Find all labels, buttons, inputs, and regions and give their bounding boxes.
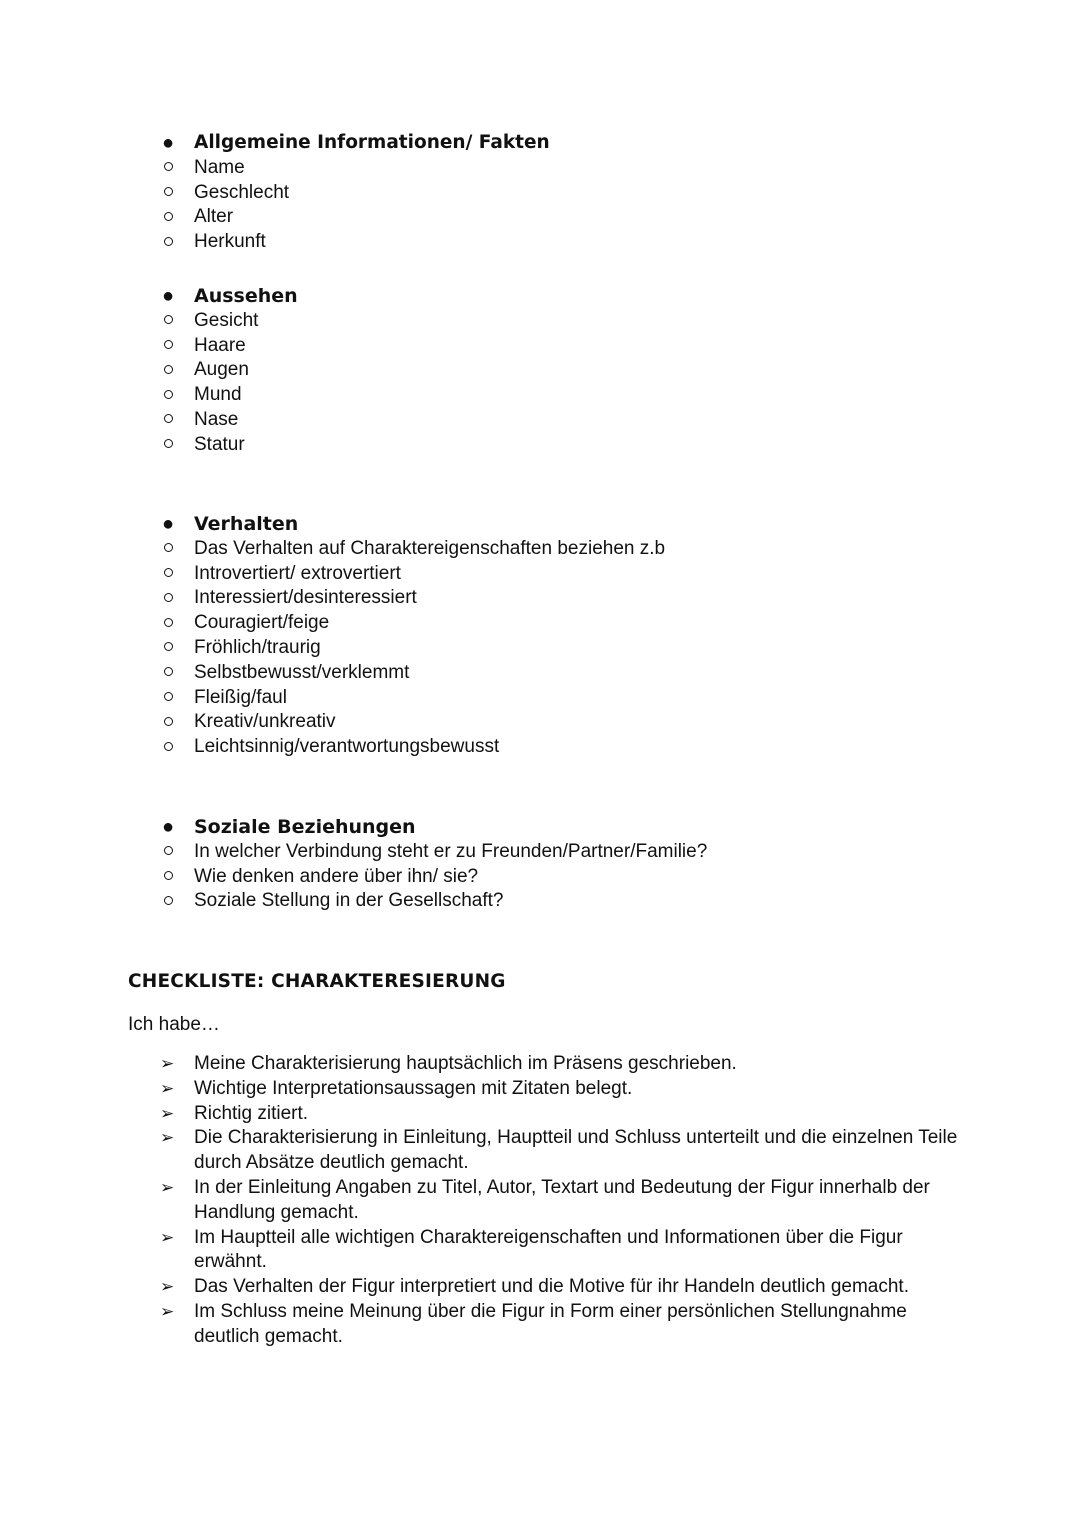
bullet-icon: ● bbox=[161, 816, 175, 838]
list-item bbox=[0, 840, 1000, 865]
list-item bbox=[0, 358, 1000, 383]
list-item bbox=[0, 383, 1000, 408]
list-item bbox=[0, 408, 1000, 433]
checklist-item bbox=[0, 1077, 1000, 1102]
arrow-bullet-icon: ➢ bbox=[160, 1277, 175, 1297]
section-general-info bbox=[0, 131, 1000, 255]
checklist-intro: Ich habe… bbox=[128, 1014, 220, 1035]
circle-bullet-icon bbox=[160, 309, 176, 334]
checklist-item bbox=[0, 1176, 1000, 1226]
checklist-item bbox=[0, 1102, 1000, 1127]
section-social-relations bbox=[0, 815, 1000, 914]
list-item-text: Nase bbox=[194, 408, 239, 430]
section-heading: Verhalten bbox=[194, 513, 299, 535]
circle-bullet-icon bbox=[160, 840, 176, 865]
list-item-text: Leichtsinnig/verantwortungsbewusst bbox=[194, 736, 500, 758]
checklist-item-text: Im Schluss meine Meinung über die Figur in Form einer persönlichen Stellungnahme deutlich gemacht. bbox=[194, 1300, 907, 1347]
list-item bbox=[0, 710, 1000, 735]
checklist-item-text: Die Charakterisierung in Einleitung, Hauptteil und Schluss unterteilt und die einzelnen Teile durch Absätze deutlich gemacht. bbox=[194, 1127, 958, 1174]
section-heading-row bbox=[0, 284, 1000, 309]
list-item bbox=[0, 686, 1000, 711]
section-behavior bbox=[0, 512, 1000, 760]
list-item bbox=[0, 611, 1000, 636]
section-heading: Allgemeine Informationen/ Fakten bbox=[194, 132, 550, 153]
checklist-title: CHECKLISTE: CHARAKTERESIERUNG bbox=[128, 971, 506, 992]
list-item-text: Interessiert/desinteressiert bbox=[194, 587, 417, 609]
checklist-item bbox=[0, 1275, 1000, 1300]
circle-bullet-icon bbox=[160, 735, 176, 760]
section-heading: Soziale Beziehungen bbox=[194, 816, 416, 838]
list-item-text: Haare bbox=[194, 334, 246, 356]
checklist-item-text: Das Verhalten der Figur interpretiert und die Motive für ihr Handeln deutlich gemacht. bbox=[194, 1276, 909, 1298]
section-appearance bbox=[0, 284, 1000, 458]
list-item-text: In welcher Verbindung steht er zu Freunden/Partner/Familie? bbox=[194, 840, 708, 862]
circle-bullet-icon bbox=[160, 537, 176, 562]
circle-bullet-icon bbox=[160, 586, 176, 611]
arrow-bullet-icon: ➢ bbox=[160, 1301, 175, 1321]
circle-bullet-icon bbox=[160, 334, 176, 359]
bullet-icon: ● bbox=[161, 132, 175, 154]
circle-bullet-icon bbox=[160, 156, 176, 181]
circle-bullet-icon bbox=[160, 205, 176, 230]
circle-bullet-icon bbox=[160, 865, 176, 890]
list-item-text: Name bbox=[194, 156, 245, 178]
list-item-text: Wie denken andere über ihn/ sie? bbox=[194, 865, 479, 887]
arrow-bullet-icon: ➢ bbox=[160, 1227, 175, 1247]
circle-bullet-icon bbox=[160, 636, 176, 661]
circle-bullet-icon bbox=[160, 889, 176, 914]
bullet-icon: ● bbox=[161, 285, 175, 307]
list-item-text: Augen bbox=[194, 359, 249, 381]
checklist-item bbox=[0, 1300, 1000, 1350]
arrow-bullet-icon: ➢ bbox=[160, 1128, 175, 1148]
list-item-text: Statur bbox=[194, 433, 245, 455]
circle-bullet-icon bbox=[160, 661, 176, 686]
circle-bullet-icon bbox=[160, 433, 176, 458]
checklist bbox=[0, 1052, 1000, 1350]
list-item bbox=[0, 661, 1000, 686]
list-item bbox=[0, 586, 1000, 611]
list-item-text: Couragiert/feige bbox=[194, 612, 330, 634]
list-item-text: Alter bbox=[194, 206, 234, 228]
list-item-text: Herkunft bbox=[194, 231, 266, 253]
list-item-text: Mund bbox=[194, 384, 242, 406]
circle-bullet-icon bbox=[160, 230, 176, 255]
list-item bbox=[0, 735, 1000, 760]
list-item bbox=[0, 433, 1000, 458]
list-item-text: Geschlecht bbox=[194, 181, 290, 203]
list-item-text: Selbstbewusst/verklemmt bbox=[194, 661, 410, 683]
bullet-icon: ● bbox=[161, 513, 175, 535]
list-item-text: Fröhlich/traurig bbox=[194, 636, 321, 658]
list-item-text: Gesicht bbox=[194, 309, 259, 331]
circle-bullet-icon bbox=[160, 383, 176, 408]
checklist-item bbox=[0, 1126, 1000, 1176]
circle-bullet-icon bbox=[160, 686, 176, 711]
list-item-text: Das Verhalten auf Charaktereigenschaften beziehen z.b bbox=[194, 537, 666, 559]
list-item bbox=[0, 181, 1000, 206]
section-heading-row bbox=[0, 512, 1000, 537]
circle-bullet-icon bbox=[160, 181, 176, 206]
arrow-bullet-icon: ➢ bbox=[160, 1054, 175, 1073]
list-item bbox=[0, 865, 1000, 890]
list-item bbox=[0, 309, 1000, 334]
list-item-text: Fleißig/faul bbox=[194, 686, 287, 708]
list-item-text: Introvertiert/ extrovertiert bbox=[194, 562, 401, 584]
list-item bbox=[0, 156, 1000, 181]
list-item-text: Kreativ/unkreativ bbox=[194, 711, 336, 733]
list-item bbox=[0, 205, 1000, 230]
section-heading: Aussehen bbox=[194, 285, 298, 307]
checklist-item-text: Wichtige Interpretationsaussagen mit Zitaten belegt. bbox=[194, 1077, 633, 1099]
checklist-item bbox=[0, 1052, 1000, 1077]
list-item bbox=[0, 636, 1000, 661]
checklist-item-text: Meine Charakterisierung hauptsächlich im Präsens geschrieben. bbox=[194, 1053, 737, 1074]
circle-bullet-icon bbox=[160, 611, 176, 636]
section-heading-row bbox=[0, 815, 1000, 840]
arrow-bullet-icon: ➢ bbox=[160, 1177, 175, 1197]
checklist-item-text: In der Einleitung Angaben zu Titel, Autor, Textart und Bedeutung der Figur innerhalb der Handlung gemacht. bbox=[194, 1176, 930, 1223]
checklist-item-text: Richtig zitiert. bbox=[194, 1102, 309, 1124]
circle-bullet-icon bbox=[160, 562, 176, 587]
arrow-bullet-icon: ➢ bbox=[160, 1078, 175, 1098]
list-item-text: Soziale Stellung in der Gesellschaft? bbox=[194, 890, 504, 912]
list-item bbox=[0, 537, 1000, 562]
list-item bbox=[0, 334, 1000, 359]
checklist-item-text: Im Hauptteil alle wichtigen Charaktereigenschaften und Informationen über die Figur erwähnt. bbox=[194, 1226, 903, 1273]
section-heading-row bbox=[0, 131, 1000, 156]
circle-bullet-icon bbox=[160, 710, 176, 735]
arrow-bullet-icon: ➢ bbox=[160, 1103, 175, 1123]
circle-bullet-icon bbox=[160, 408, 176, 433]
circle-bullet-icon bbox=[160, 358, 176, 383]
list-item bbox=[0, 889, 1000, 914]
list-item bbox=[0, 230, 1000, 255]
list-item bbox=[0, 562, 1000, 587]
checklist-item bbox=[0, 1226, 1000, 1276]
